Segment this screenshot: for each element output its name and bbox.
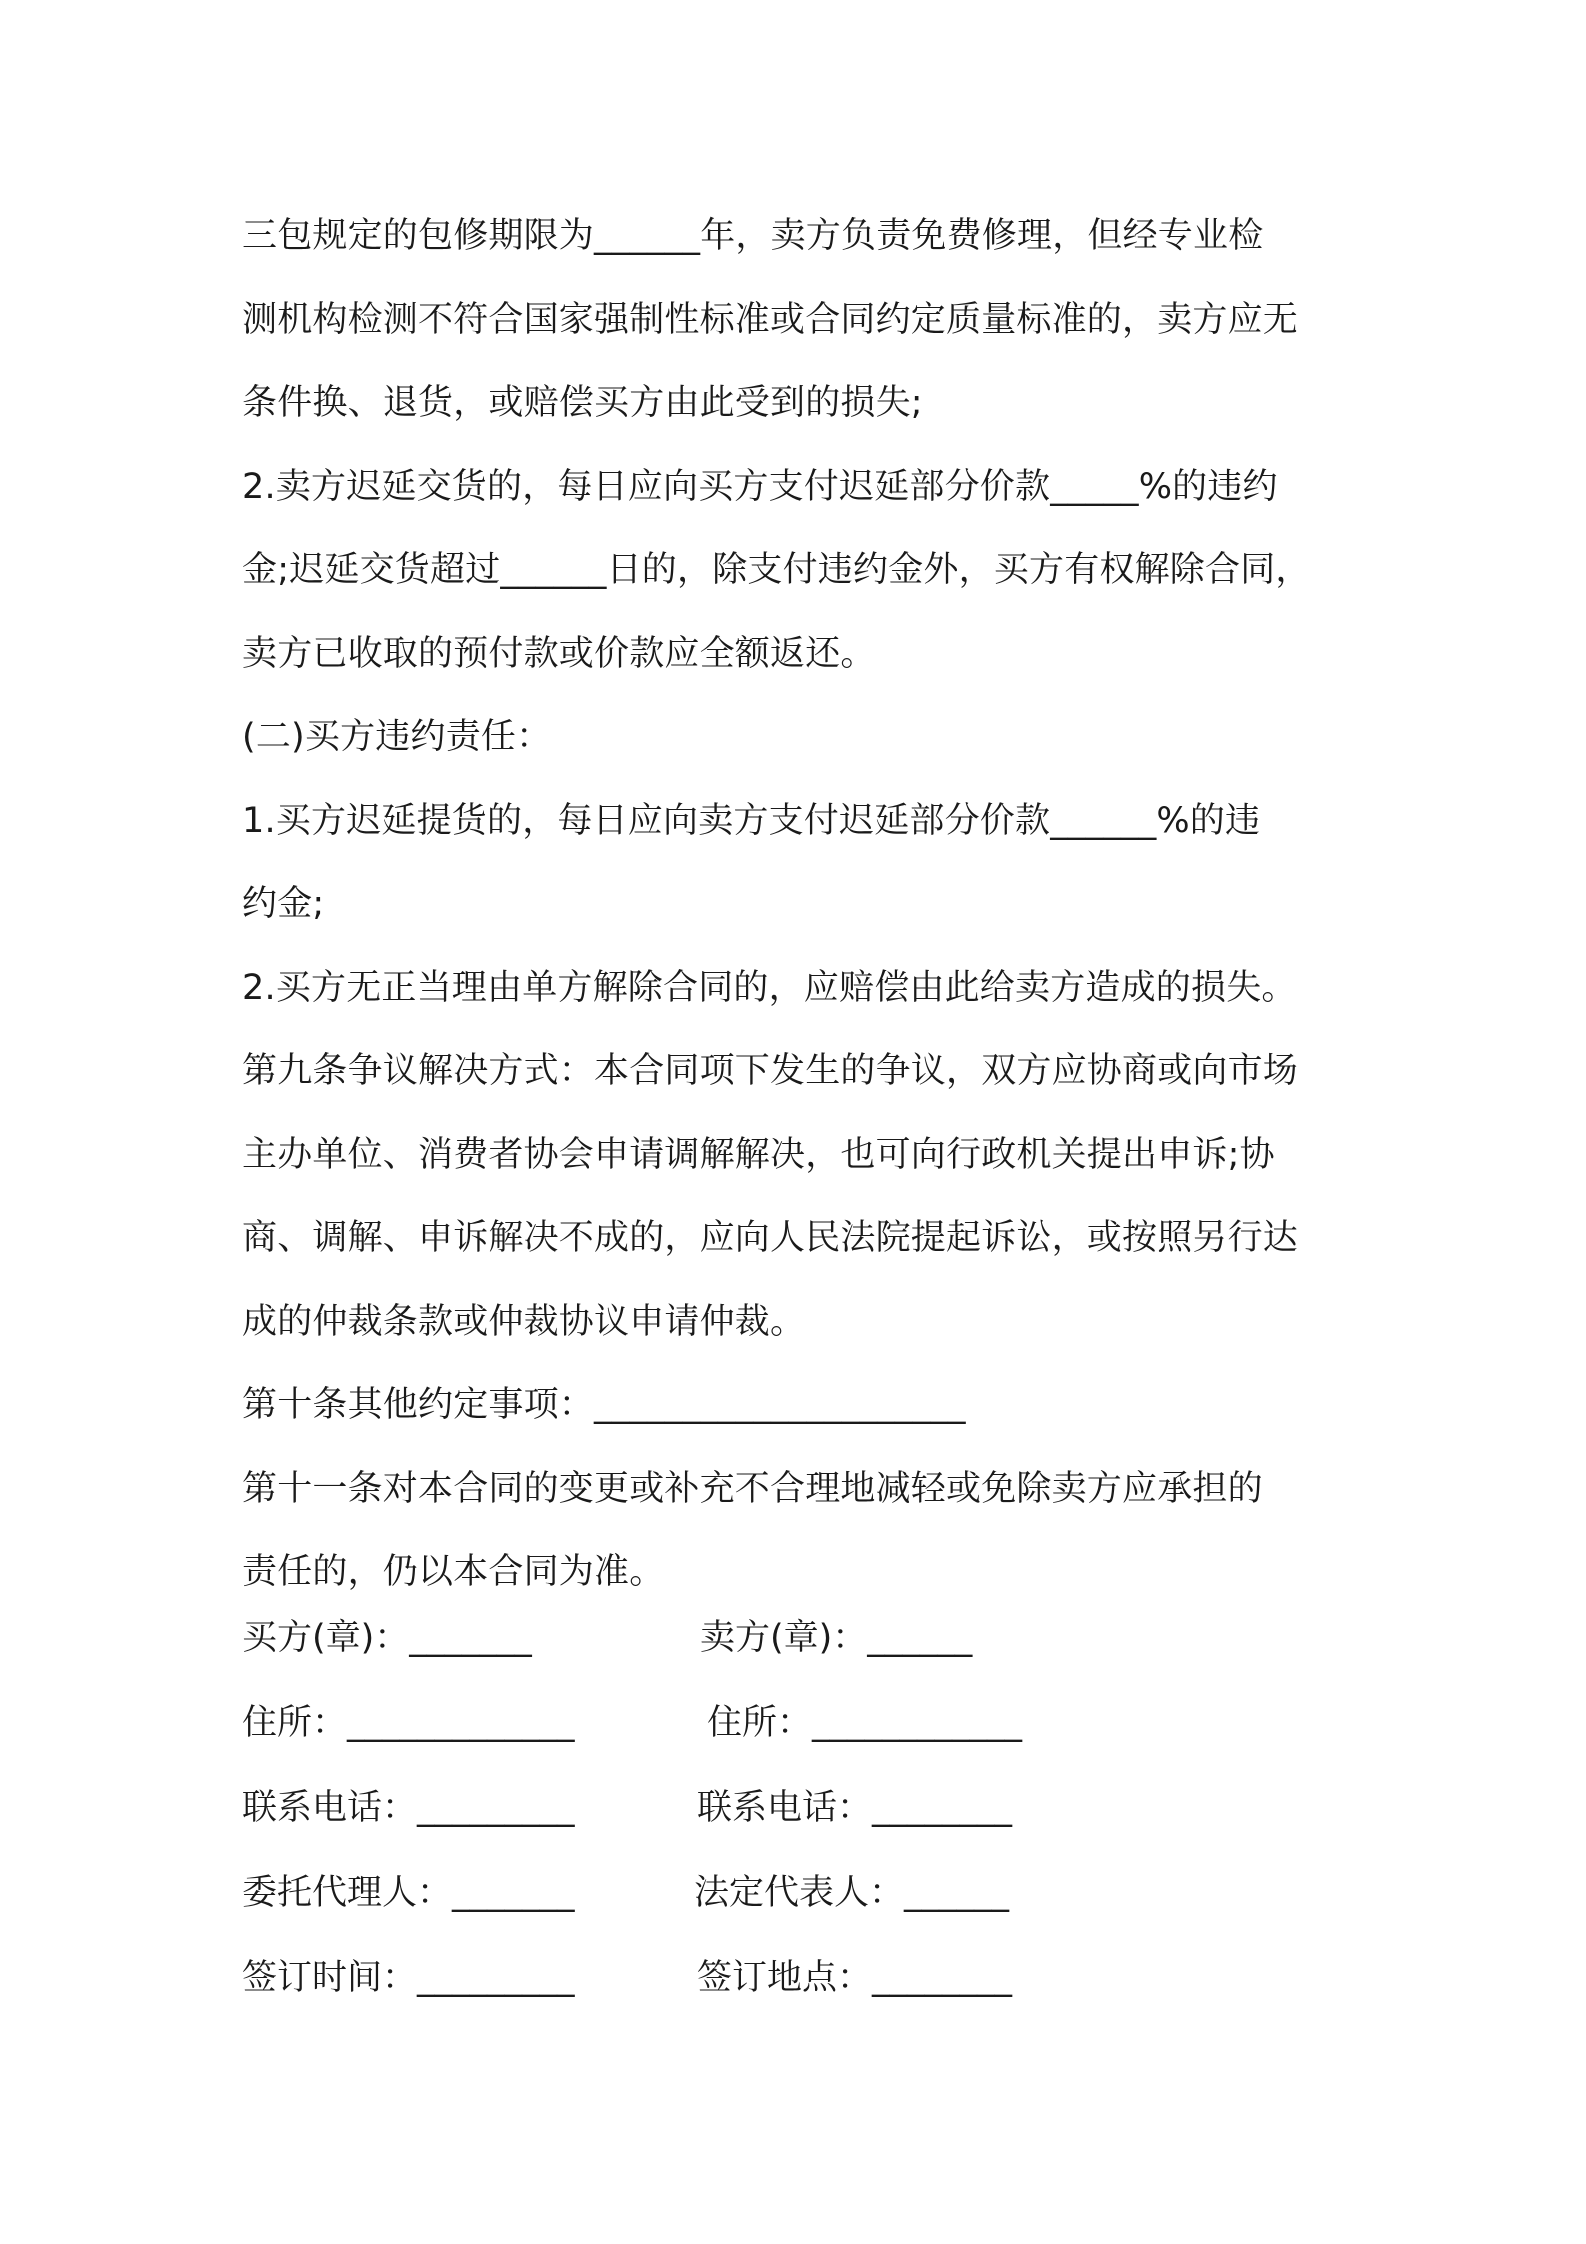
buyer-address-field: 住所：_____________ — [242, 1703, 575, 1743]
text-line: 金;迟延交货超过______日的，除支付违约金外，买方有权解除合同， — [242, 550, 1311, 590]
text-line: 2.卖方迟延交货的，每日应向买方支付迟延部分价款_____%的违约 — [242, 466, 1278, 507]
sign-place-field: 签订地点：________ — [697, 1958, 1013, 1998]
text-line: 测机构检测不符合国家强制性标准或合同约定质量标准的，卖方应无 — [242, 299, 1299, 340]
text-line: 条件换、退货，或赔偿买方由此受到的损失; — [242, 383, 923, 423]
buyer-phone-field: 联系电话：_________ — [242, 1788, 575, 1828]
signature-row-time-place — [242, 1950, 1362, 2035]
signature-row-address — [242, 1695, 1362, 1780]
contract-text — [242, 195, 1362, 1615]
contract-page-body — [242, 195, 1362, 1615]
text-line: 主办单位、消费者协会申请调解解决，也可向行政机关提出申诉;协 — [242, 1134, 1275, 1175]
signature-block — [242, 1610, 1362, 2035]
buyer-seal-field: 买方(章)：_______ — [242, 1618, 532, 1658]
text-line: 卖方已收取的预付款或价款应全额返还。 — [242, 633, 876, 674]
seller-phone-field: 联系电话：________ — [697, 1788, 1013, 1828]
signature-row-agent — [242, 1865, 1362, 1950]
seller-address-field: 住所：____________ — [707, 1703, 1023, 1743]
text-line: 商、调解、申诉解决不成的，应向人民法院提起诉讼，或按照另行达 — [242, 1218, 1299, 1258]
article-10: 第十条其他约定事项：_____________________ — [242, 1385, 966, 1425]
sign-time-field: 签订时间：_________ — [242, 1958, 575, 1998]
text-line: 约金; — [242, 884, 325, 924]
buyer-agent-field: 委托代理人：_______ — [242, 1873, 575, 1913]
text-line: 1.买方迟延提货的，每日应向卖方支付迟延部分价款______%的违 — [242, 800, 1261, 841]
text-line: 成的仲裁条款或仲裁协议申请仲裁。 — [242, 1301, 806, 1342]
text-line: 责任的，仍以本合同为准。 — [242, 1552, 665, 1592]
section-heading: (二)买方违约责任： — [242, 717, 552, 757]
article-11: 第十一条对本合同的变更或补充不合理地减轻或免除卖方应承担的 — [242, 1468, 1263, 1509]
signature-row-seal — [242, 1610, 1362, 1695]
article-9: 第九条争议解决方式：本合同项下发生的争议，双方应协商或向市场 — [242, 1051, 1299, 1091]
signature-row-phone — [242, 1780, 1362, 1865]
seller-seal-field: 卖方(章)：______ — [700, 1618, 973, 1658]
text-line: 三包规定的包修期限为______年，卖方负责免费修理，但经专业检 — [242, 216, 1264, 256]
seller-rep-field: 法定代表人：______ — [694, 1873, 1010, 1913]
text-line: 2.买方无正当理由单方解除合同的，应赔偿由此给卖方造成的损失。 — [242, 967, 1297, 1008]
